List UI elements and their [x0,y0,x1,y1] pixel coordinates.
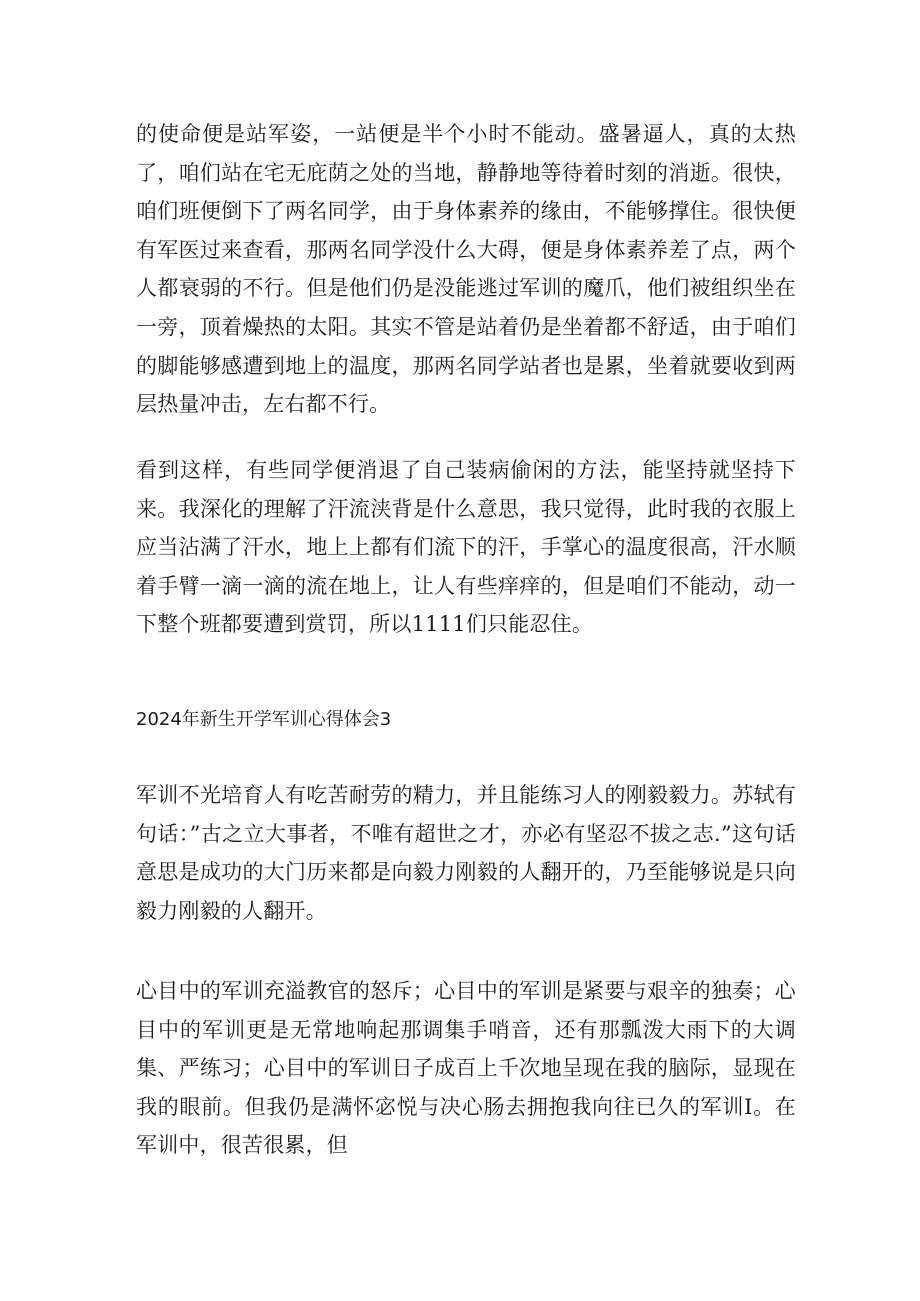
body-paragraph: 军训不光培育人有吃苦耐劳的精力，并且能练习人的刚毅毅力。苏轼有句话：”古之立大事者，不唯有超世之才，亦必有坚忍不拔之志.”这句话意思是成功的大门历来都是向毅力刚毅的人翻开的，乃至能够说是只向毅力刚毅的人翻开。 [136,783,796,923]
body-paragraph: 心目中的军训充溢教官的怒斥；心目中的军训是紧要与艰辛的独奏；心目中的军训更是无常地响起那调集手哨音，还有那瓢泼大雨下的大调集、严练习；心目中的军训日子成百上千次地呈现在我的脑际，显现在我的眼前。但我仍是满怀宓悦与决心肠去拥抱我向往已久的军训I。在军训中，很苦很累，但 [136,979,796,1158]
section-heading: 2024年新生开学军训心得体会3 [136,709,392,730]
body-paragraph: 看到这样，有些同学便消退了自己装病偷闲的方法，能坚持就坚持下来。我深化的理解了汗流浃背是什么意思，我只觉得，此时我的衣服上应当沾满了汗水，地上上都有们流下的汗，手掌心的温度很高，汗水顺着手臂一滴一滴的流在地上，让人有些痒痒的，但是咱们不能动，动一下整个班都要遭到赏罚，所以1111们只能忍住。 [136,458,796,637]
body-paragraph: 的使命便是站军姿，一站便是半个小时不能动。盛暑逼人，真的太热了，咱们站在宅无庇荫之处的当地，静静地等待着时刻的消逝。很快，咱们班便倒下了两名同学，由于身体素养的缘由，不能够撑住。很快便有军医过来查看，那两名同学没什么大碍，便是身体素养差了点，两个人都衰弱的不行。但是他们仍是没能逃过军训的魔爪，他们被组织坐在一旁，顶着燥热的太阳。其实不管是站着仍是坐着都不舒适，由于咱们的脚能够感遭到地上的温度，那两名同学站者也是累，坐着就要收到两层热量冲击，左右都不行。 [136,122,796,417]
